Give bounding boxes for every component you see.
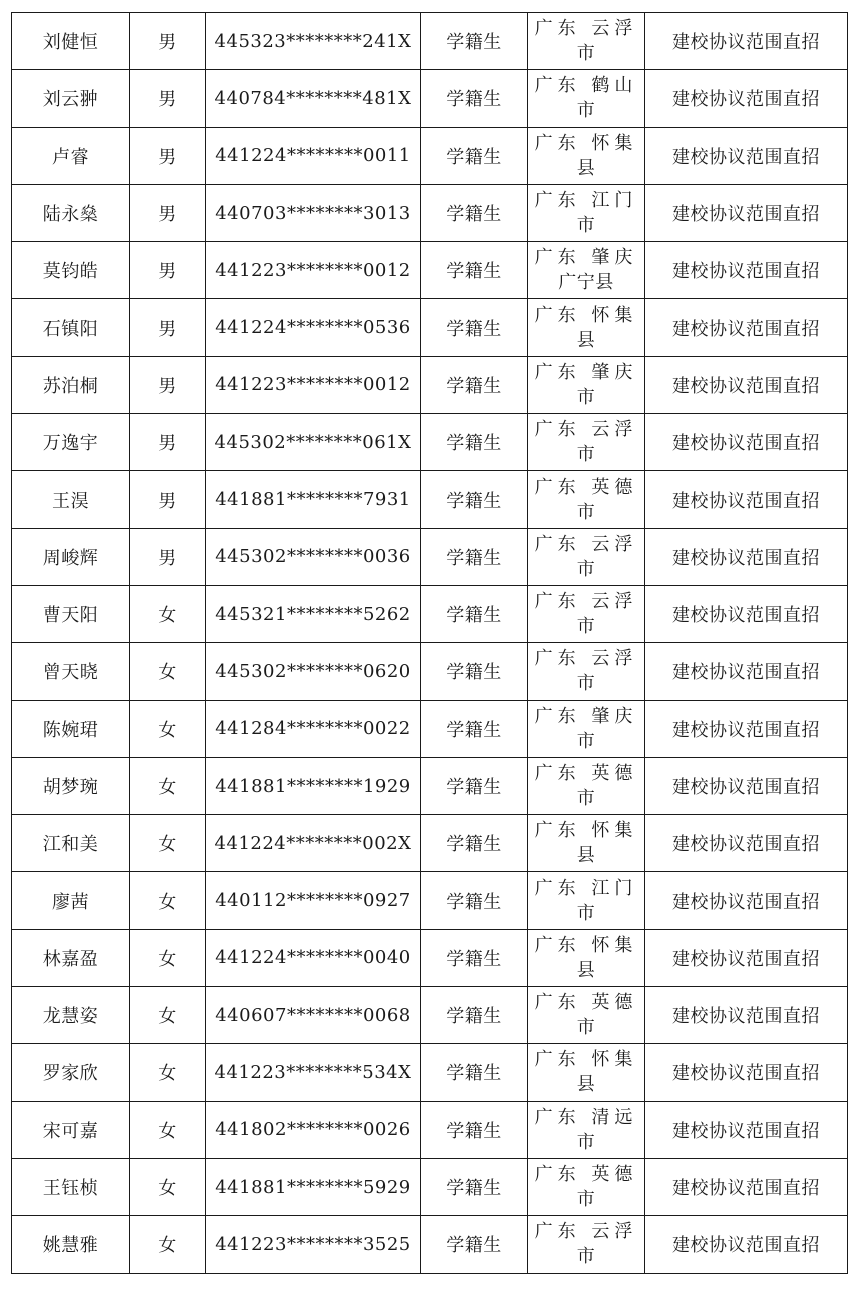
origin-place-line1: 广东 江门	[534, 877, 638, 899]
student-name-cell: 曹天阳	[12, 585, 130, 642]
origin-place-line2: 市	[576, 1246, 596, 1268]
enrollment-status-cell: 学籍生	[421, 184, 528, 241]
admission-type-cell: 建校协议范围直招	[645, 872, 848, 929]
admission-type-cell: 建校协议范围直招	[645, 184, 848, 241]
table-row	[12, 242, 848, 299]
table-row	[12, 1216, 848, 1273]
origin-place-cell	[528, 184, 645, 241]
origin-place-line2: 市	[576, 386, 596, 408]
origin-place-line2: 市	[576, 673, 596, 695]
admission-type-cell: 建校协议范围直招	[645, 13, 848, 70]
admission-type-cell: 建校协议范围直招	[645, 471, 848, 528]
id-number-cell: 440784********481X	[206, 70, 421, 127]
enrollment-status-cell: 学籍生	[421, 471, 528, 528]
enrollment-status-cell: 学籍生	[421, 929, 528, 986]
origin-place-line2: 市	[576, 43, 596, 65]
gender-cell: 女	[130, 757, 206, 814]
student-name-cell: 周峻辉	[12, 528, 130, 585]
origin-place-cell	[528, 987, 645, 1044]
table-row	[12, 987, 848, 1044]
enrollment-status-cell: 学籍生	[421, 643, 528, 700]
origin-place-line1: 广东 肇庆	[534, 247, 638, 269]
origin-place-cell	[528, 815, 645, 872]
table-row	[12, 872, 848, 929]
gender-cell: 男	[130, 127, 206, 184]
enrollment-status-cell: 学籍生	[421, 70, 528, 127]
id-number-cell: 441223********534X	[206, 1044, 421, 1101]
admission-type-cell: 建校协议范围直招	[645, 414, 848, 471]
origin-place-line1: 广东 英德	[534, 992, 638, 1014]
gender-cell: 男	[130, 299, 206, 356]
id-number-cell: 445321********5262	[206, 585, 421, 642]
origin-place-cell	[528, 299, 645, 356]
student-name-cell: 陆永燊	[12, 184, 130, 241]
student-name-cell: 王淏	[12, 471, 130, 528]
admission-type-cell: 建校协议范围直招	[645, 242, 848, 299]
id-number-cell: 441223********0012	[206, 242, 421, 299]
origin-place-line2: 市	[576, 788, 596, 809]
student-name-cell: 陈婉珺	[12, 700, 130, 757]
student-name-cell: 罗家欣	[12, 1044, 130, 1101]
gender-cell: 女	[130, 643, 206, 700]
enrollment-status-cell: 学籍生	[421, 299, 528, 356]
enrollment-status-cell: 学籍生	[421, 242, 528, 299]
table-row	[12, 757, 848, 814]
origin-place-line2: 县	[576, 959, 596, 981]
id-number-cell: 441224********0011	[206, 127, 421, 184]
student-name-cell: 苏泊桐	[12, 356, 130, 413]
gender-cell: 男	[130, 471, 206, 528]
origin-place-line1: 广东 英德	[534, 763, 638, 784]
student-name-cell: 宋可嘉	[12, 1101, 130, 1158]
origin-place-cell	[528, 757, 645, 814]
enrollment-status-cell: 学籍生	[421, 1158, 528, 1215]
id-number-cell: 441881********5929	[206, 1158, 421, 1215]
origin-place-line1: 广东 云浮	[534, 18, 638, 40]
table-row	[12, 356, 848, 413]
gender-cell: 女	[130, 1158, 206, 1215]
gender-cell: 男	[130, 414, 206, 471]
table-row	[12, 184, 848, 241]
origin-place-cell	[528, 356, 645, 413]
id-number-cell: 441223********0012	[206, 356, 421, 413]
table-row	[12, 585, 848, 642]
student-name-cell: 王钰桢	[12, 1158, 130, 1215]
gender-cell: 女	[130, 1101, 206, 1158]
student-name-cell: 卢睿	[12, 127, 130, 184]
origin-place-line2: 市	[576, 501, 596, 523]
enrollment-status-cell: 学籍生	[421, 528, 528, 585]
table-row	[12, 1158, 848, 1215]
enrollment-status-cell: 学籍生	[421, 1216, 528, 1273]
origin-place-line2: 市	[576, 215, 596, 237]
table-row	[12, 1044, 848, 1101]
enrollment-status-cell: 学籍生	[421, 987, 528, 1044]
table-row	[12, 414, 848, 471]
table-row	[12, 471, 848, 528]
table-row	[12, 700, 848, 757]
enrollment-status-cell: 学籍生	[421, 872, 528, 929]
id-number-cell: 441802********0026	[206, 1101, 421, 1158]
id-number-cell: 445302********0620	[206, 643, 421, 700]
id-number-cell: 441223********3525	[206, 1216, 421, 1273]
table-row	[12, 127, 848, 184]
admission-type-cell: 建校协议范围直招	[645, 643, 848, 700]
origin-place-cell	[528, 872, 645, 929]
origin-place-line2: 广宁县	[558, 272, 614, 294]
enrollment-status-cell: 学籍生	[421, 815, 528, 872]
enrollment-status-cell: 学籍生	[421, 1044, 528, 1101]
origin-place-cell	[528, 127, 645, 184]
admission-type-cell: 建校协议范围直招	[645, 585, 848, 642]
admission-type-cell: 建校协议范围直招	[645, 528, 848, 585]
student-roster-table	[11, 12, 848, 1274]
id-number-cell: 441881********1929	[206, 757, 421, 814]
origin-place-line2: 县	[576, 1074, 596, 1096]
admission-type-cell: 建校协议范围直招	[645, 1216, 848, 1273]
admission-type-cell: 建校协议范围直招	[645, 987, 848, 1044]
student-roster-sheet	[11, 12, 848, 1274]
origin-place-line1: 广东 英德	[534, 1164, 638, 1186]
student-name-cell: 林嘉盈	[12, 929, 130, 986]
admission-type-cell: 建校协议范围直招	[645, 1158, 848, 1215]
student-name-cell: 刘健恒	[12, 13, 130, 70]
admission-type-cell: 建校协议范围直招	[645, 815, 848, 872]
origin-place-cell	[528, 585, 645, 642]
origin-place-cell	[528, 929, 645, 986]
student-name-cell: 龙慧姿	[12, 987, 130, 1044]
origin-place-cell	[528, 471, 645, 528]
origin-place-line2: 县	[576, 157, 596, 179]
origin-place-line1: 广东 怀集	[534, 132, 638, 154]
gender-cell: 女	[130, 1044, 206, 1101]
origin-place-cell	[528, 414, 645, 471]
origin-place-line1: 广东 怀集	[534, 820, 638, 842]
enrollment-status-cell: 学籍生	[421, 585, 528, 642]
origin-place-line2: 县	[576, 845, 596, 867]
table-row	[12, 13, 848, 70]
origin-place-line1: 广东 怀集	[534, 934, 638, 956]
student-name-cell: 石镇阳	[12, 299, 130, 356]
admission-type-cell: 建校协议范围直招	[645, 700, 848, 757]
origin-place-line2: 市	[576, 730, 596, 752]
id-number-cell: 440703********3013	[206, 184, 421, 241]
admission-type-cell: 建校协议范围直招	[645, 757, 848, 814]
origin-place-cell	[528, 1216, 645, 1273]
origin-place-line1: 广东 英德	[534, 476, 638, 498]
enrollment-status-cell: 学籍生	[421, 356, 528, 413]
roster-body	[12, 13, 848, 1274]
gender-cell: 女	[130, 929, 206, 986]
origin-place-line1: 广东 云浮	[534, 1221, 638, 1243]
gender-cell: 男	[130, 356, 206, 413]
origin-place-line1: 广东 清远	[534, 1106, 638, 1128]
id-number-cell: 441224********0536	[206, 299, 421, 356]
id-number-cell: 441224********002X	[206, 815, 421, 872]
gender-cell: 女	[130, 872, 206, 929]
table-row	[12, 929, 848, 986]
origin-place-line1: 广东 肇庆	[534, 705, 638, 727]
origin-place-line1: 广东 云浮	[534, 419, 638, 441]
origin-place-line2: 市	[576, 444, 596, 466]
admission-type-cell: 建校协议范围直招	[645, 70, 848, 127]
origin-place-cell	[528, 528, 645, 585]
table-row	[12, 643, 848, 700]
student-name-cell: 曾天晓	[12, 643, 130, 700]
enrollment-status-cell: 学籍生	[421, 414, 528, 471]
student-name-cell: 刘云翀	[12, 70, 130, 127]
origin-place-line2: 市	[576, 1189, 596, 1211]
origin-place-line2: 市	[576, 1131, 596, 1153]
origin-place-line1: 广东 肇庆	[534, 361, 638, 383]
origin-place-line1: 广东 云浮	[534, 591, 638, 613]
id-number-cell: 441284********0022	[206, 700, 421, 757]
gender-cell: 男	[130, 528, 206, 585]
admission-type-cell: 建校协议范围直招	[645, 356, 848, 413]
origin-place-cell	[528, 70, 645, 127]
enrollment-status-cell: 学籍生	[421, 13, 528, 70]
table-row	[12, 815, 848, 872]
origin-place-line1: 广东 云浮	[534, 648, 638, 670]
admission-type-cell: 建校协议范围直招	[645, 929, 848, 986]
origin-place-line1: 广东 怀集	[534, 1049, 638, 1071]
id-number-cell: 441881********7931	[206, 471, 421, 528]
student-name-cell: 廖茜	[12, 872, 130, 929]
id-number-cell: 445302********061X	[206, 414, 421, 471]
admission-type-cell: 建校协议范围直招	[645, 1101, 848, 1158]
origin-place-line1: 广东 云浮	[534, 533, 638, 555]
gender-cell: 男	[130, 13, 206, 70]
table-row	[12, 528, 848, 585]
id-number-cell: 445302********0036	[206, 528, 421, 585]
origin-place-line2: 市	[576, 100, 596, 122]
origin-place-cell	[528, 1158, 645, 1215]
table-row	[12, 70, 848, 127]
admission-type-cell: 建校协议范围直招	[645, 127, 848, 184]
origin-place-line1: 广东 怀集	[534, 304, 638, 326]
student-name-cell: 莫钧皓	[12, 242, 130, 299]
enrollment-status-cell: 学籍生	[421, 757, 528, 814]
origin-place-line2: 市	[576, 1017, 596, 1039]
student-name-cell: 姚慧雅	[12, 1216, 130, 1273]
origin-place-cell	[528, 700, 645, 757]
origin-place-line2: 市	[576, 902, 596, 924]
origin-place-cell	[528, 1044, 645, 1101]
origin-place-cell	[528, 1101, 645, 1158]
id-number-cell: 440112********0927	[206, 872, 421, 929]
admission-type-cell: 建校协议范围直招	[645, 1044, 848, 1101]
enrollment-status-cell: 学籍生	[421, 127, 528, 184]
id-number-cell: 445323********241X	[206, 13, 421, 70]
id-number-cell: 440607********0068	[206, 987, 421, 1044]
gender-cell: 女	[130, 585, 206, 642]
student-name-cell: 胡梦琬	[12, 757, 130, 814]
table-row	[12, 299, 848, 356]
enrollment-status-cell: 学籍生	[421, 1101, 528, 1158]
gender-cell: 男	[130, 242, 206, 299]
student-name-cell: 江和美	[12, 815, 130, 872]
admission-type-cell: 建校协议范围直招	[645, 299, 848, 356]
gender-cell: 女	[130, 815, 206, 872]
gender-cell: 男	[130, 184, 206, 241]
gender-cell: 女	[130, 987, 206, 1044]
id-number-cell: 441224********0040	[206, 929, 421, 986]
gender-cell: 女	[130, 700, 206, 757]
origin-place-line2: 市	[576, 558, 596, 580]
origin-place-cell	[528, 242, 645, 299]
origin-place-line2: 县	[576, 329, 596, 351]
table-row	[12, 1101, 848, 1158]
gender-cell: 男	[130, 70, 206, 127]
origin-place-cell	[528, 13, 645, 70]
origin-place-line2: 市	[576, 616, 596, 638]
gender-cell: 女	[130, 1216, 206, 1273]
origin-place-line1: 广东 江门	[534, 190, 638, 212]
origin-place-line1: 广东 鹤山	[534, 75, 638, 97]
enrollment-status-cell: 学籍生	[421, 700, 528, 757]
origin-place-cell	[528, 643, 645, 700]
student-name-cell: 万逸宇	[12, 414, 130, 471]
